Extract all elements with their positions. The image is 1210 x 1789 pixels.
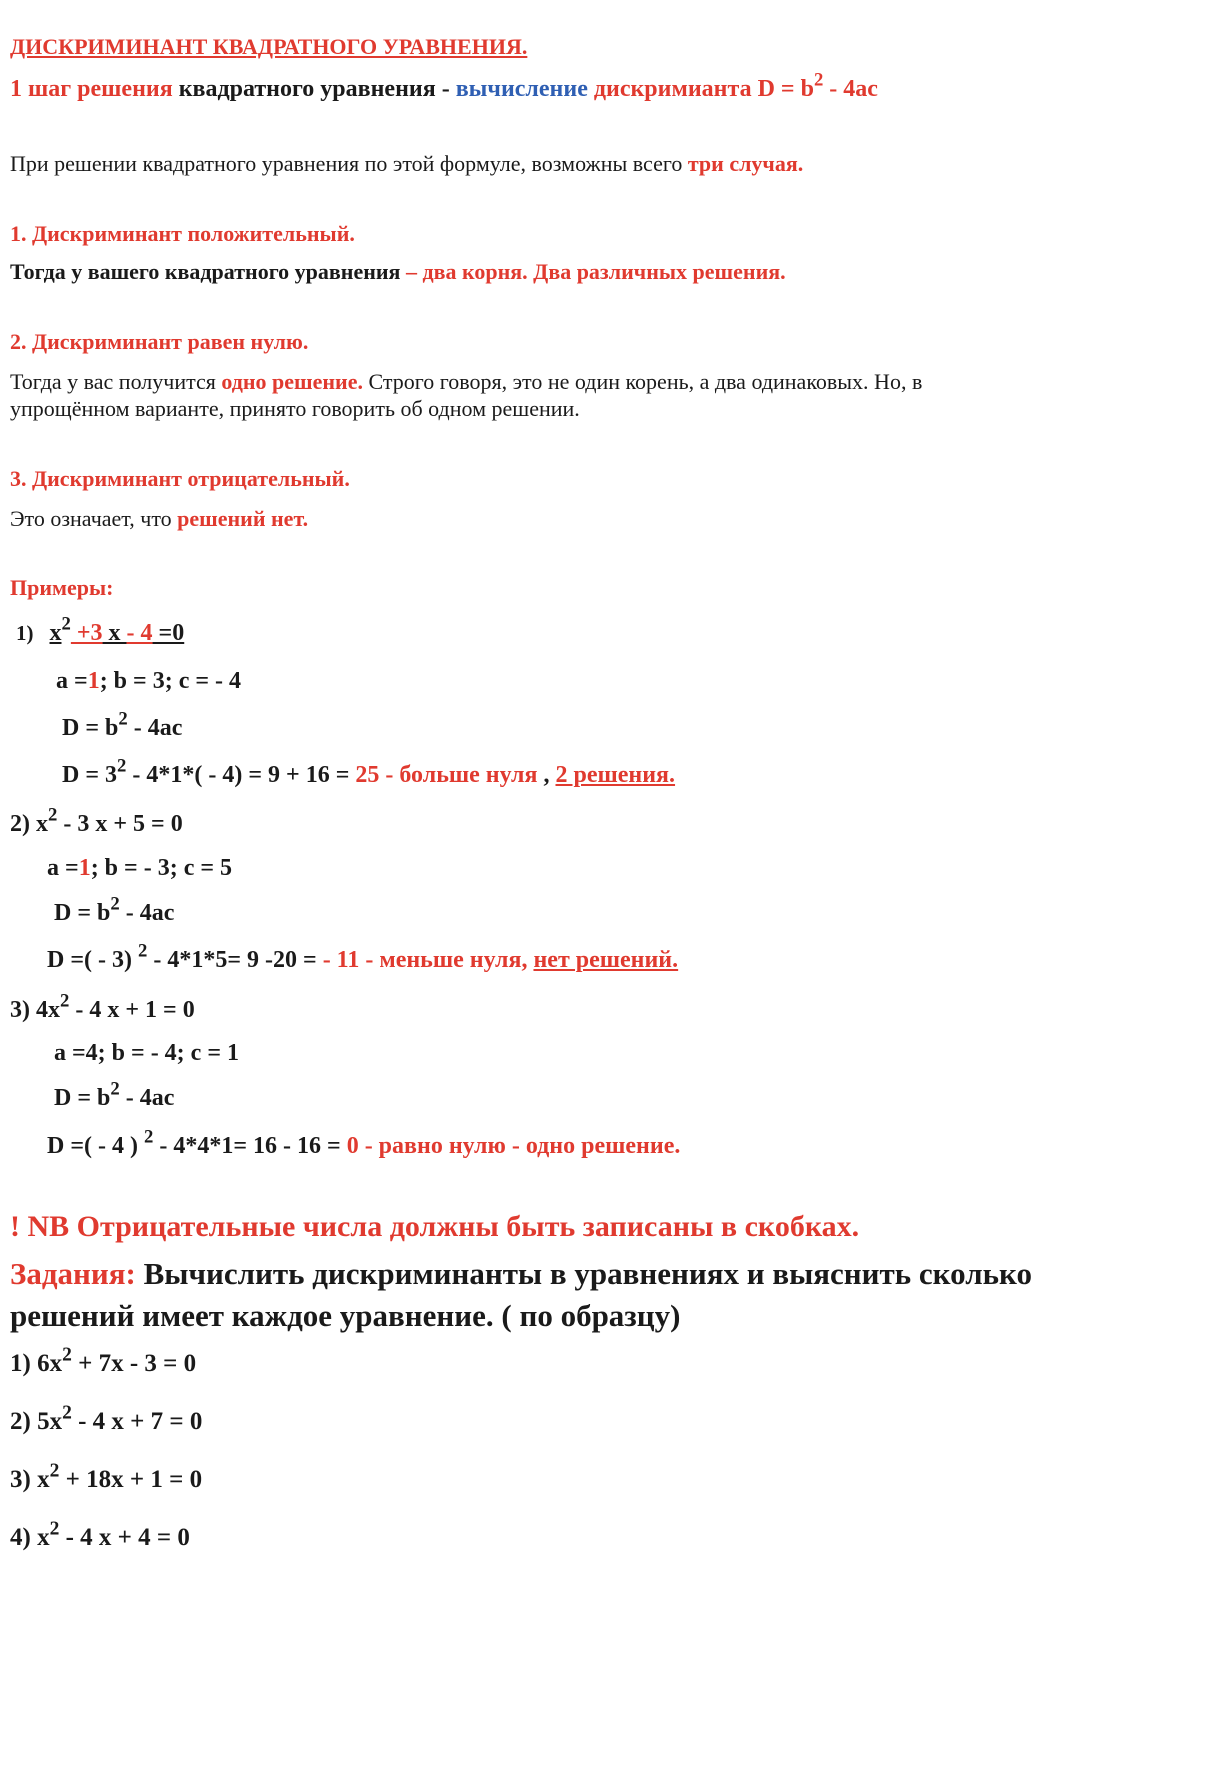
calc-conclusion: нет решений. [533,947,679,973]
task-pow: 2 [62,1344,72,1366]
example3-calculation [47,1126,681,1161]
examples-heading: Примеры: [10,575,114,600]
calc-pre: D =( - 3) [47,947,138,973]
case2-text-line2: упрощённом варианте, принято говорить об одном решении. [10,396,580,421]
formula-pow: 2 [110,893,120,915]
coef-a-value: 1 [78,855,91,881]
task-post: - 4 x + 7 = 0 [71,1408,203,1435]
calc-mid: - 4*4*1= 16 - 16 = [153,1133,347,1159]
formula-pow: 2 [118,708,128,730]
coef-a-label: a = [56,668,88,694]
coef-a-value: 1 [87,668,100,694]
case2-plain2: Строго говоря, это не один корень, а два одинаковых. Но, в [363,369,923,394]
task-pow: 2 [62,1402,72,1424]
example1-number: 1) [16,621,34,645]
case2-highlight: одно решение. [221,369,363,394]
formula-tail: - 4ac [127,715,183,741]
calc-pow: 2 [117,755,127,777]
case2-plain1: Тогда у вас получится [10,369,222,394]
formula-text: D = b [54,900,111,926]
example1-pow: 2 [61,613,71,635]
calc-pre: D = 3 [62,762,118,788]
case1-plain: Тогда у вашего квадратного уравнения [10,259,406,284]
step-disc: дискримианта D = b [587,76,814,102]
case1-highlight: – два корня. Два различных решения. [405,259,786,284]
step-calc: вычисление [455,76,588,102]
calc-result: 0 - равно нулю - одно решение. [346,1133,681,1159]
task-item-1 [10,1344,197,1379]
example2-coefficients [47,855,232,883]
formula-text: D = b [54,1085,111,1111]
example2-tail: - 3 x + 5 = 0 [57,811,183,837]
tasks-text: Вычислить дискриминанты в уравнениях и выяснить сколько [135,1256,1032,1291]
calc-result: 25 - больше нуля [355,762,544,788]
example3-equation [10,990,195,1025]
tasks-line2: решений имеет каждое уравнение. ( по образцу) [10,1298,681,1333]
task-pre: 2) 5x [10,1408,63,1435]
calc-mid: - 4*1*( - 4) = 9 + 16 = [126,762,356,788]
page-title: ДИСКРИМИНАНТ КВАДРАТНОГО УРАВНЕНИЯ. [10,34,528,59]
example2-equation [10,804,183,839]
example3-number: 3) 4x [10,997,60,1023]
example2-number: 2) x [10,811,48,837]
example1-b: +3 [70,620,103,646]
case3-plain: Это означает, что [10,506,178,531]
example3-tail: - 4 x + 1 = 0 [69,997,195,1023]
task-post: - 4 x + 4 = 0 [59,1524,190,1551]
example2-formula [54,893,175,928]
formula-tail: - 4ac [119,900,175,926]
calc-pow: 2 [143,1126,154,1148]
calc-result: - 11 - меньше нуля, [322,947,534,973]
example1-equation [16,613,185,648]
task-pre: 3) x [10,1466,50,1493]
example1-x: x [49,620,62,646]
calc-conclusion: 2 решения. [555,762,676,788]
step-middle: квадратного уравнения - [172,76,456,102]
case3-heading: 3. Дискриминант отрицательный. [10,466,350,491]
coef-rest: ; b = - 3; c = 5 [90,855,233,881]
example1-end: =0 [152,620,185,646]
example1-formula [62,708,183,743]
step-tail: - 4ac [823,76,878,102]
step-line [10,69,878,104]
formula-tail: - 4ac [119,1085,175,1111]
case1-heading: 1. Дискриминант положительный. [10,221,355,246]
example1-c: - 4 [126,620,153,646]
example3-pow: 2 [60,990,70,1012]
task-pre: 4) x [10,1524,50,1551]
tasks-line1 [10,1256,1032,1292]
calc-comma: , [543,762,556,788]
formula-text: D = b [62,715,119,741]
example1-x2: x [102,620,127,646]
coef-rest: ; b = 3; c = - 4 [99,668,242,694]
coef-a-label: a = [47,855,79,881]
task-pow: 2 [49,1518,60,1540]
task-item-3 [10,1460,203,1495]
example1-calculation [62,755,676,790]
intro-text: При решении квадратного уравнения по этой формуле, возможны всего [10,151,688,176]
example1-coefficients [56,668,241,696]
task-post: + 7x - 3 = 0 [71,1350,197,1377]
intro-paragraph [10,151,803,176]
task-item-2 [10,1402,203,1437]
example2-calculation [47,940,679,975]
case2-heading: 2. Дискриминант равен нулю. [10,329,309,354]
step-prefix: 1 шаг решения [10,76,173,102]
tasks-label: Задания: [10,1256,136,1291]
task-item-4 [10,1518,190,1553]
calc-pre: D =( - 4 ) [47,1133,144,1159]
step-pow: 2 [813,69,824,91]
task-post: + 18x + 1 = 0 [59,1466,203,1493]
example3-formula [54,1078,175,1113]
task-pow: 2 [49,1460,60,1482]
formula-pow: 2 [110,1078,120,1100]
case2-text [10,369,922,394]
example3-coefficients: a =4; b = - 4; c = 1 [54,1040,240,1066]
case1-text [10,259,786,284]
case3-highlight: решений нет. [177,506,309,531]
example2-pow: 2 [48,804,58,826]
intro-highlight: три случая. [687,151,804,176]
case3-text [10,506,308,531]
task-pre: 1) 6x [10,1350,63,1377]
calc-mid: - 4*1*5= 9 -20 = [147,947,323,973]
calc-pow: 2 [137,940,148,962]
nb-note: ! NB Отрицательные числа должны быть записаны в скобках. [10,1210,860,1243]
